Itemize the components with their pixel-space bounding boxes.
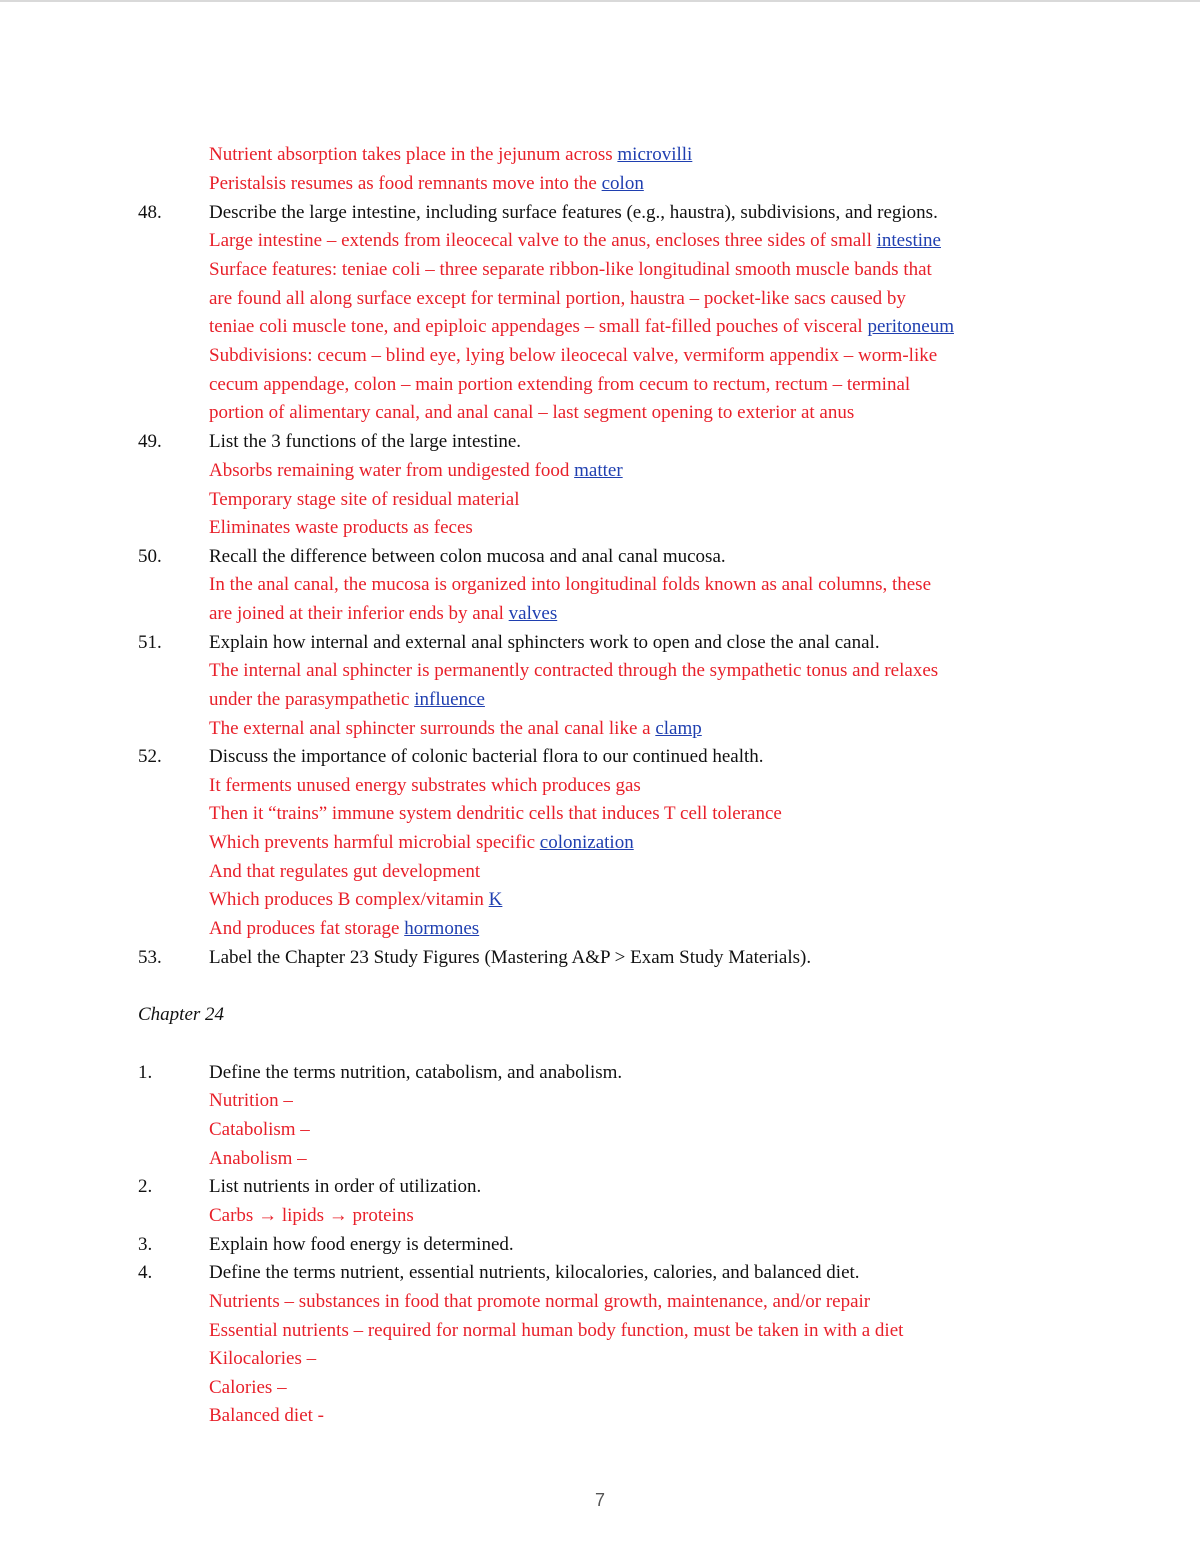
answer-text: Absorbs remaining water from undigested food: [209, 460, 575, 481]
answer-text: Which prevents harmful microbial specific: [209, 832, 540, 853]
question-number: 48.: [138, 202, 162, 223]
spellcheck-underlined-word: microvilli: [617, 144, 693, 165]
answer-line: cecum appendage, colon – main portion extending from cecum to rectum, rectum – terminal: [209, 374, 911, 395]
chapter-heading: Chapter 24: [138, 1004, 225, 1025]
answer-line: And that regulates gut development: [209, 861, 481, 882]
spellcheck-underlined-word: clamp: [655, 718, 702, 739]
answer-line: Temporary stage site of residual material: [209, 489, 520, 510]
answer-line: portion of alimentary canal, and anal canal – last segment opening to exterior at anus: [209, 402, 855, 423]
answer-line: Surface features: teniae coli – three separate ribbon-like longitudinal smooth muscle bands that: [209, 259, 932, 280]
question-text: Explain how internal and external anal sphincters work to open and close the anal canal.: [209, 632, 880, 653]
answer-line: [209, 600, 1089, 629]
answer-line: [209, 715, 1089, 744]
answer-line: Subdivisions: cecum – blind eye, lying below ileocecal valve, vermiform appendix – worm-like: [209, 345, 938, 366]
spellcheck-underlined-word: intestine: [876, 230, 941, 251]
question-number: 51.: [138, 632, 162, 653]
answer-line: [209, 686, 1089, 715]
answer-line: are found all along surface except for terminal portion, haustra – pocket-like sacs caused by: [209, 288, 906, 309]
answer-text: are joined at their inferior ends by anal: [209, 603, 509, 624]
spellcheck-underlined-word: colon: [601, 173, 644, 194]
spellcheck-underlined-word: K: [488, 889, 503, 910]
spellcheck-underlined-word: peritoneum: [867, 316, 954, 337]
spellcheck-underlined-word: matter: [574, 460, 623, 481]
spellcheck-underlined-word: valves: [508, 603, 558, 624]
answer-text: teniae coli muscle tone, and epiploic appendages – small fat-filled pouches of visceral: [209, 316, 868, 337]
answer-line: Eliminates waste products as feces: [209, 517, 473, 538]
answer-line: The internal anal sphincter is permanently contracted through the sympathetic tonus and relaxes: [209, 660, 939, 681]
spellcheck-underlined-word: influence: [414, 689, 485, 710]
question-number: 2.: [138, 1176, 153, 1197]
answer-line: Kilocalories –: [209, 1348, 317, 1369]
answer-text: under the parasympathetic: [209, 689, 415, 710]
question-number: 50.: [138, 546, 162, 567]
answer-line: Then it “trains” immune system dendritic cells that induces T cell tolerance: [209, 803, 782, 824]
answer-line: Essential nutrients – required for normal human body function, must be taken in with a diet: [209, 1320, 904, 1341]
question-text: List the 3 functions of the large intestine.: [209, 431, 522, 452]
page-number: 7: [594, 1490, 605, 1510]
answer-line: It ferments unused energy substrates which produces gas: [209, 775, 641, 796]
answer-text: And produces fat storage: [209, 918, 405, 939]
question-number: 3.: [138, 1234, 153, 1255]
question-text: Define the terms nutrition, catabolism, and anabolism.: [209, 1062, 623, 1083]
answer-line: Anabolism –: [209, 1148, 307, 1169]
answer-text: Nutrient absorption takes place in the jejunum across: [209, 144, 618, 165]
question-text: Explain how food energy is determined.: [209, 1234, 514, 1255]
question-number: 53.: [138, 947, 162, 968]
answer-line: Nutrients – substances in food that promote normal growth, maintenance, and/or repair: [209, 1291, 871, 1312]
answer-line: [209, 227, 1089, 256]
question-text: Describe the large intestine, including surface features (e.g., haustra), subdivisions, and regions.: [209, 202, 938, 223]
answer-line: [209, 170, 1089, 199]
answer-line: [209, 141, 1089, 170]
answer-line: In the anal canal, the mucosa is organized into longitudinal folds known as anal columns, these: [209, 574, 931, 595]
answer-line: [209, 313, 1089, 342]
spellcheck-underlined-word: hormones: [404, 918, 480, 939]
question-text: List nutrients in order of utilization.: [209, 1176, 482, 1197]
answer-line: Calories –: [209, 1377, 287, 1398]
question-text: Discuss the importance of colonic bacterial flora to our continued health.: [209, 746, 764, 767]
answer-line: [209, 886, 1089, 915]
answer-line: Catabolism –: [209, 1119, 310, 1140]
answer-line: [209, 915, 1089, 944]
answer-text: Large intestine – extends from ileocecal valve to the anus, encloses three sides of small: [209, 230, 877, 251]
answer-line: Carbs → lipids → proteins: [209, 1205, 414, 1226]
answer-text: Peristalsis resumes as food remnants move into the: [209, 173, 602, 194]
answer-text: Which produces B complex/vitamin: [209, 889, 489, 910]
answer-line: Balanced diet -: [209, 1405, 325, 1426]
question-number: 1.: [138, 1062, 153, 1083]
question-number: 4.: [138, 1262, 153, 1283]
answer-line: Nutrition –: [209, 1090, 293, 1111]
spellcheck-underlined-word: colonization: [539, 832, 634, 853]
question-number: 52.: [138, 746, 162, 767]
question-text: Label the Chapter 23 Study Figures (Mastering A&P > Exam Study Materials).: [209, 947, 812, 968]
answer-line: [209, 829, 1089, 858]
question-text: Define the terms nutrient, essential nutrients, kilocalories, calories, and balanced diet.: [209, 1262, 860, 1283]
answer-line: [209, 457, 1089, 486]
answer-text: The external anal sphincter surrounds the anal canal like a: [209, 718, 656, 739]
question-text: Recall the difference between colon mucosa and anal canal mucosa.: [209, 546, 726, 567]
question-number: 49.: [138, 431, 162, 452]
